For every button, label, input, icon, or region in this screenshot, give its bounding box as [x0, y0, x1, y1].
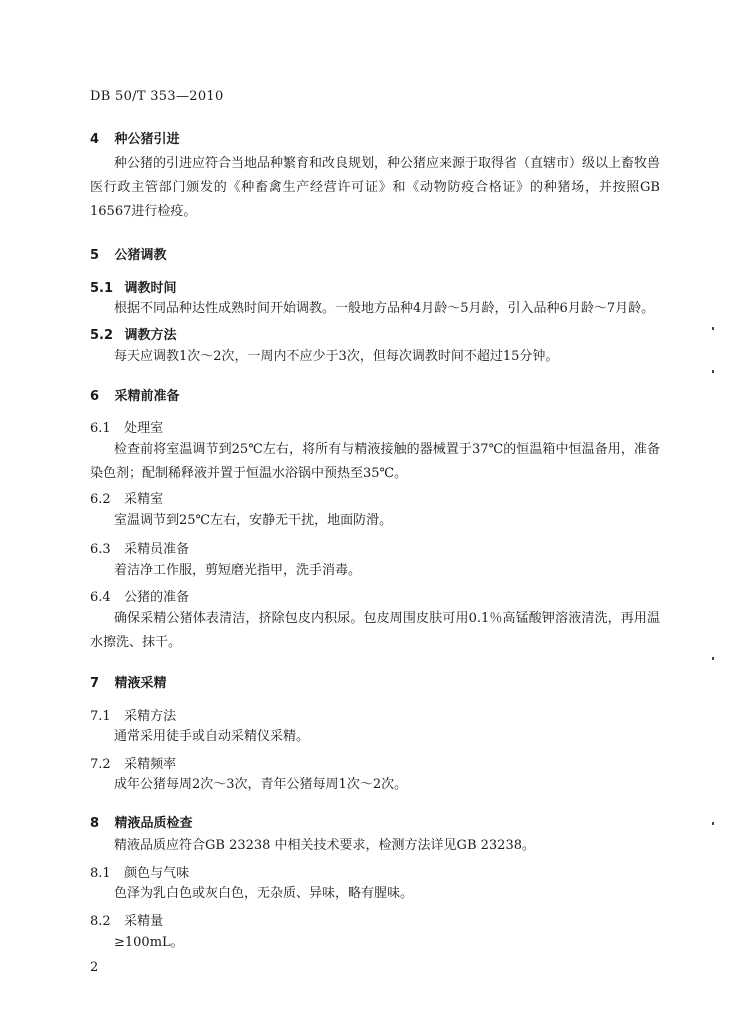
section-7-heading — [90, 672, 660, 691]
subsection-title: 采精方法 — [124, 709, 177, 724]
section-8-paragraph: 精液品质应符合GB 23238 中相关技术要求，检测方法详见GB 23238。 — [114, 838, 535, 853]
section-6-heading — [90, 385, 660, 404]
section-7-2-heading — [90, 753, 660, 772]
subsection-title: 采精员准备 — [124, 542, 190, 557]
subsection-number: 6.1 — [90, 421, 111, 436]
scan-speck — [712, 657, 714, 660]
subsection-number: 7.1 — [90, 709, 111, 724]
section-8-2-paragraph: ≥100mL。 — [114, 935, 184, 950]
scan-speck — [712, 822, 714, 825]
subsection-title: 颜色与气味 — [124, 866, 190, 881]
section-8-heading — [90, 812, 660, 831]
section-7-1-paragraph: 通常采用徒手或自动采精仪采精。 — [114, 729, 310, 744]
subsection-number: 5.2 — [90, 328, 114, 343]
section-7-1-heading — [90, 705, 660, 724]
section-6-1-heading — [90, 417, 660, 436]
section-6-3-heading — [90, 538, 660, 557]
subsection-title: 处理室 — [124, 421, 164, 436]
section-6-2-paragraph: 室温调节到25℃左右，安静无干扰，地面防滑。 — [114, 513, 393, 528]
section-5-2-paragraph: 每天应调教1次～2次，一周内不应少于3次，但每次调教时间不超过15分钟。 — [114, 349, 559, 364]
section-4-paragraph: 种公猪的引进应符合当地品种繁育和改良规划，种公猪应来源于取得省（直辖市）级以上畜牧兽医行政主管部门颁发的《种畜禽生产经营许可证》和《动物防疫合格证》的种猪场，并按照GB 16567进行检疫。 — [90, 156, 661, 219]
section-number: 8 — [90, 816, 100, 831]
subsection-title: 采精量 — [124, 914, 164, 929]
subsection-number: 6.2 — [90, 492, 111, 507]
section-number: 5 — [90, 248, 100, 263]
section-6-4-paragraph: 确保采精公猪体表清洁，挤除包皮内积尿。包皮周围皮肤可用0.1％高锰酸钾溶液清洗，再用温水擦洗、抹干。 — [90, 611, 660, 650]
section-6-2-heading — [90, 488, 660, 507]
section-8-2-heading — [90, 910, 660, 929]
section-title: 公猪调教 — [114, 248, 167, 263]
standard-code-header: DB 50/T 353—2010 — [90, 89, 224, 104]
section-5-1-paragraph: 根据不同品种达性成熟时间开始调教。一般地方品种4月龄～5月龄，引入品种6月龄～7月龄。 — [114, 301, 655, 316]
section-number: 7 — [90, 676, 100, 691]
section-5-heading — [90, 244, 660, 263]
section-7-2-paragraph: 成年公猪每周2次～3次，青年公猪每周1次～2次。 — [114, 777, 408, 792]
section-title: 精液品质检查 — [114, 816, 193, 831]
section-8-1-paragraph: 色泽为乳白色或灰白色，无杂质、异味，略有腥味。 — [114, 886, 414, 901]
subsection-number: 6.3 — [90, 542, 111, 557]
subsection-title: 采精室 — [124, 492, 164, 507]
section-6-1-paragraph: 检查前将室温调节到25℃左右，将所有与精液接触的器械置于37℃的恒温箱中恒温备用，准备染色剂；配制稀释液并置于恒温水浴锅中预热至35℃。 — [90, 442, 660, 481]
section-4-heading — [90, 128, 660, 147]
subsection-title: 公猪的准备 — [124, 590, 190, 605]
section-title: 种公猪引进 — [114, 132, 180, 147]
subsection-number: 5.1 — [90, 281, 114, 296]
scan-speck — [712, 370, 714, 373]
section-6-3-paragraph: 着洁净工作服，剪短磨光指甲，洗手消毒。 — [114, 563, 362, 578]
section-8-1-heading — [90, 862, 660, 881]
section-5-1-heading — [90, 277, 660, 296]
subsection-number: 6.4 — [90, 590, 111, 605]
section-title: 采精前准备 — [114, 389, 180, 404]
section-number: 6 — [90, 389, 100, 404]
subsection-number: 8.2 — [90, 914, 111, 929]
subsection-number: 8.1 — [90, 866, 111, 881]
scan-speck — [712, 327, 714, 330]
subsection-title: 调教方法 — [124, 328, 177, 343]
section-6-4-heading — [90, 586, 660, 605]
subsection-number: 7.2 — [90, 757, 111, 772]
subsection-title: 采精频率 — [124, 757, 177, 772]
section-5-2-heading — [90, 324, 660, 343]
section-title: 精液采精 — [114, 676, 167, 691]
section-number: 4 — [90, 132, 100, 147]
subsection-title: 调教时间 — [124, 281, 177, 296]
page-number: 2 — [90, 960, 99, 975]
